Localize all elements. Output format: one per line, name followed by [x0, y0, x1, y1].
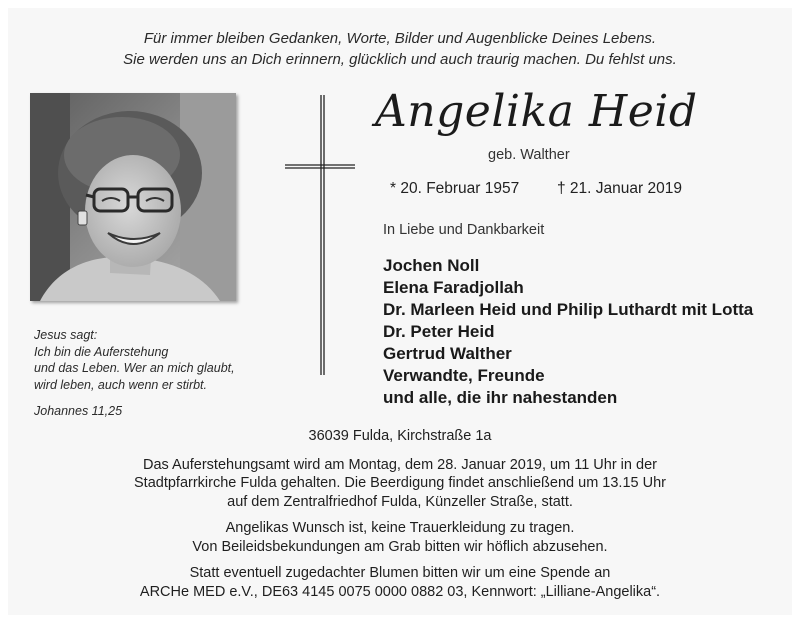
- mourners-list: [383, 255, 793, 409]
- motto: [0, 28, 800, 70]
- verse-line: Ich bin die Auferstehung: [34, 344, 169, 359]
- mourner: Elena Faradjollah: [383, 278, 524, 297]
- motto-line-2: Sie werden uns an Dich erinnern, glücklich und auch traurig machen. Du fehlst uns.: [123, 51, 677, 68]
- donation-line: Statt eventuell zugedachter Blumen bitten wir um eine Spende an: [189, 565, 611, 581]
- mourner: und alle, die ihr nahestanden: [383, 388, 618, 407]
- deceased-name: Angelika Heid: [375, 86, 698, 137]
- birth-date: * 20. Februar 1957: [390, 180, 520, 197]
- verse-line: und das Leben. Wer an mich glaubt,: [34, 361, 235, 375]
- service-line: Das Auferstehungsamt wird am Montag, dem 28. Januar 2019, um 11 Uhr in der: [143, 456, 657, 473]
- address: 36039 Fulda, Kirchstraße 1a: [308, 428, 492, 444]
- wishes: [0, 519, 800, 556]
- service-details: [0, 456, 800, 512]
- mourner: Gertrud Walther: [383, 344, 512, 363]
- motto-line-1: Für immer bleiben Gedanken, Worte, Bilder und Augenblicke Deines Lebens.: [143, 30, 657, 47]
- birth-name: geb. Walther: [488, 147, 570, 163]
- donation-line: ARCHe MED e.V., DE63 4145 0075 0000 0882 03, Kennwort: „Lilliane-Angelika“.: [139, 583, 661, 600]
- wishes-line: Von Beileidsbekundungen am Grab bitten wir höflich abzusehen.: [192, 538, 608, 555]
- mourner: Verwandte, Freunde: [383, 366, 545, 385]
- service-line: Stadtpfarrkirche Fulda gehalten. Die Beerdigung findet anschließend um 13.15 Uhr: [134, 475, 666, 491]
- verse-reference: Johannes 11,25: [34, 404, 123, 418]
- wishes-line: Angelikas Wunsch ist, keine Trauerkleidung zu tragen.: [225, 520, 575, 536]
- bible-verse: [34, 327, 284, 420]
- portrait-photo: [30, 93, 236, 301]
- dedication: In Liebe und Dankbarkeit: [383, 222, 545, 238]
- mourner: Dr. Marleen Heid und Philip Luthardt mit Lotta: [383, 300, 754, 319]
- life-dates: [390, 180, 690, 198]
- service-info: [0, 427, 800, 609]
- service-line: auf dem Zentralfriedhof Fulda, Künzeller Straße, statt.: [227, 493, 573, 510]
- donation: [0, 564, 800, 601]
- verse-line: Jesus sagt:: [34, 328, 98, 342]
- mourner: Dr. Peter Heid: [383, 322, 495, 341]
- death-date: † 21. Januar 2019: [557, 180, 682, 197]
- cross-icon: [285, 95, 355, 375]
- verse-line: wird leben, auch wenn er stirbt.: [34, 377, 208, 392]
- mourner: Jochen Noll: [383, 256, 480, 275]
